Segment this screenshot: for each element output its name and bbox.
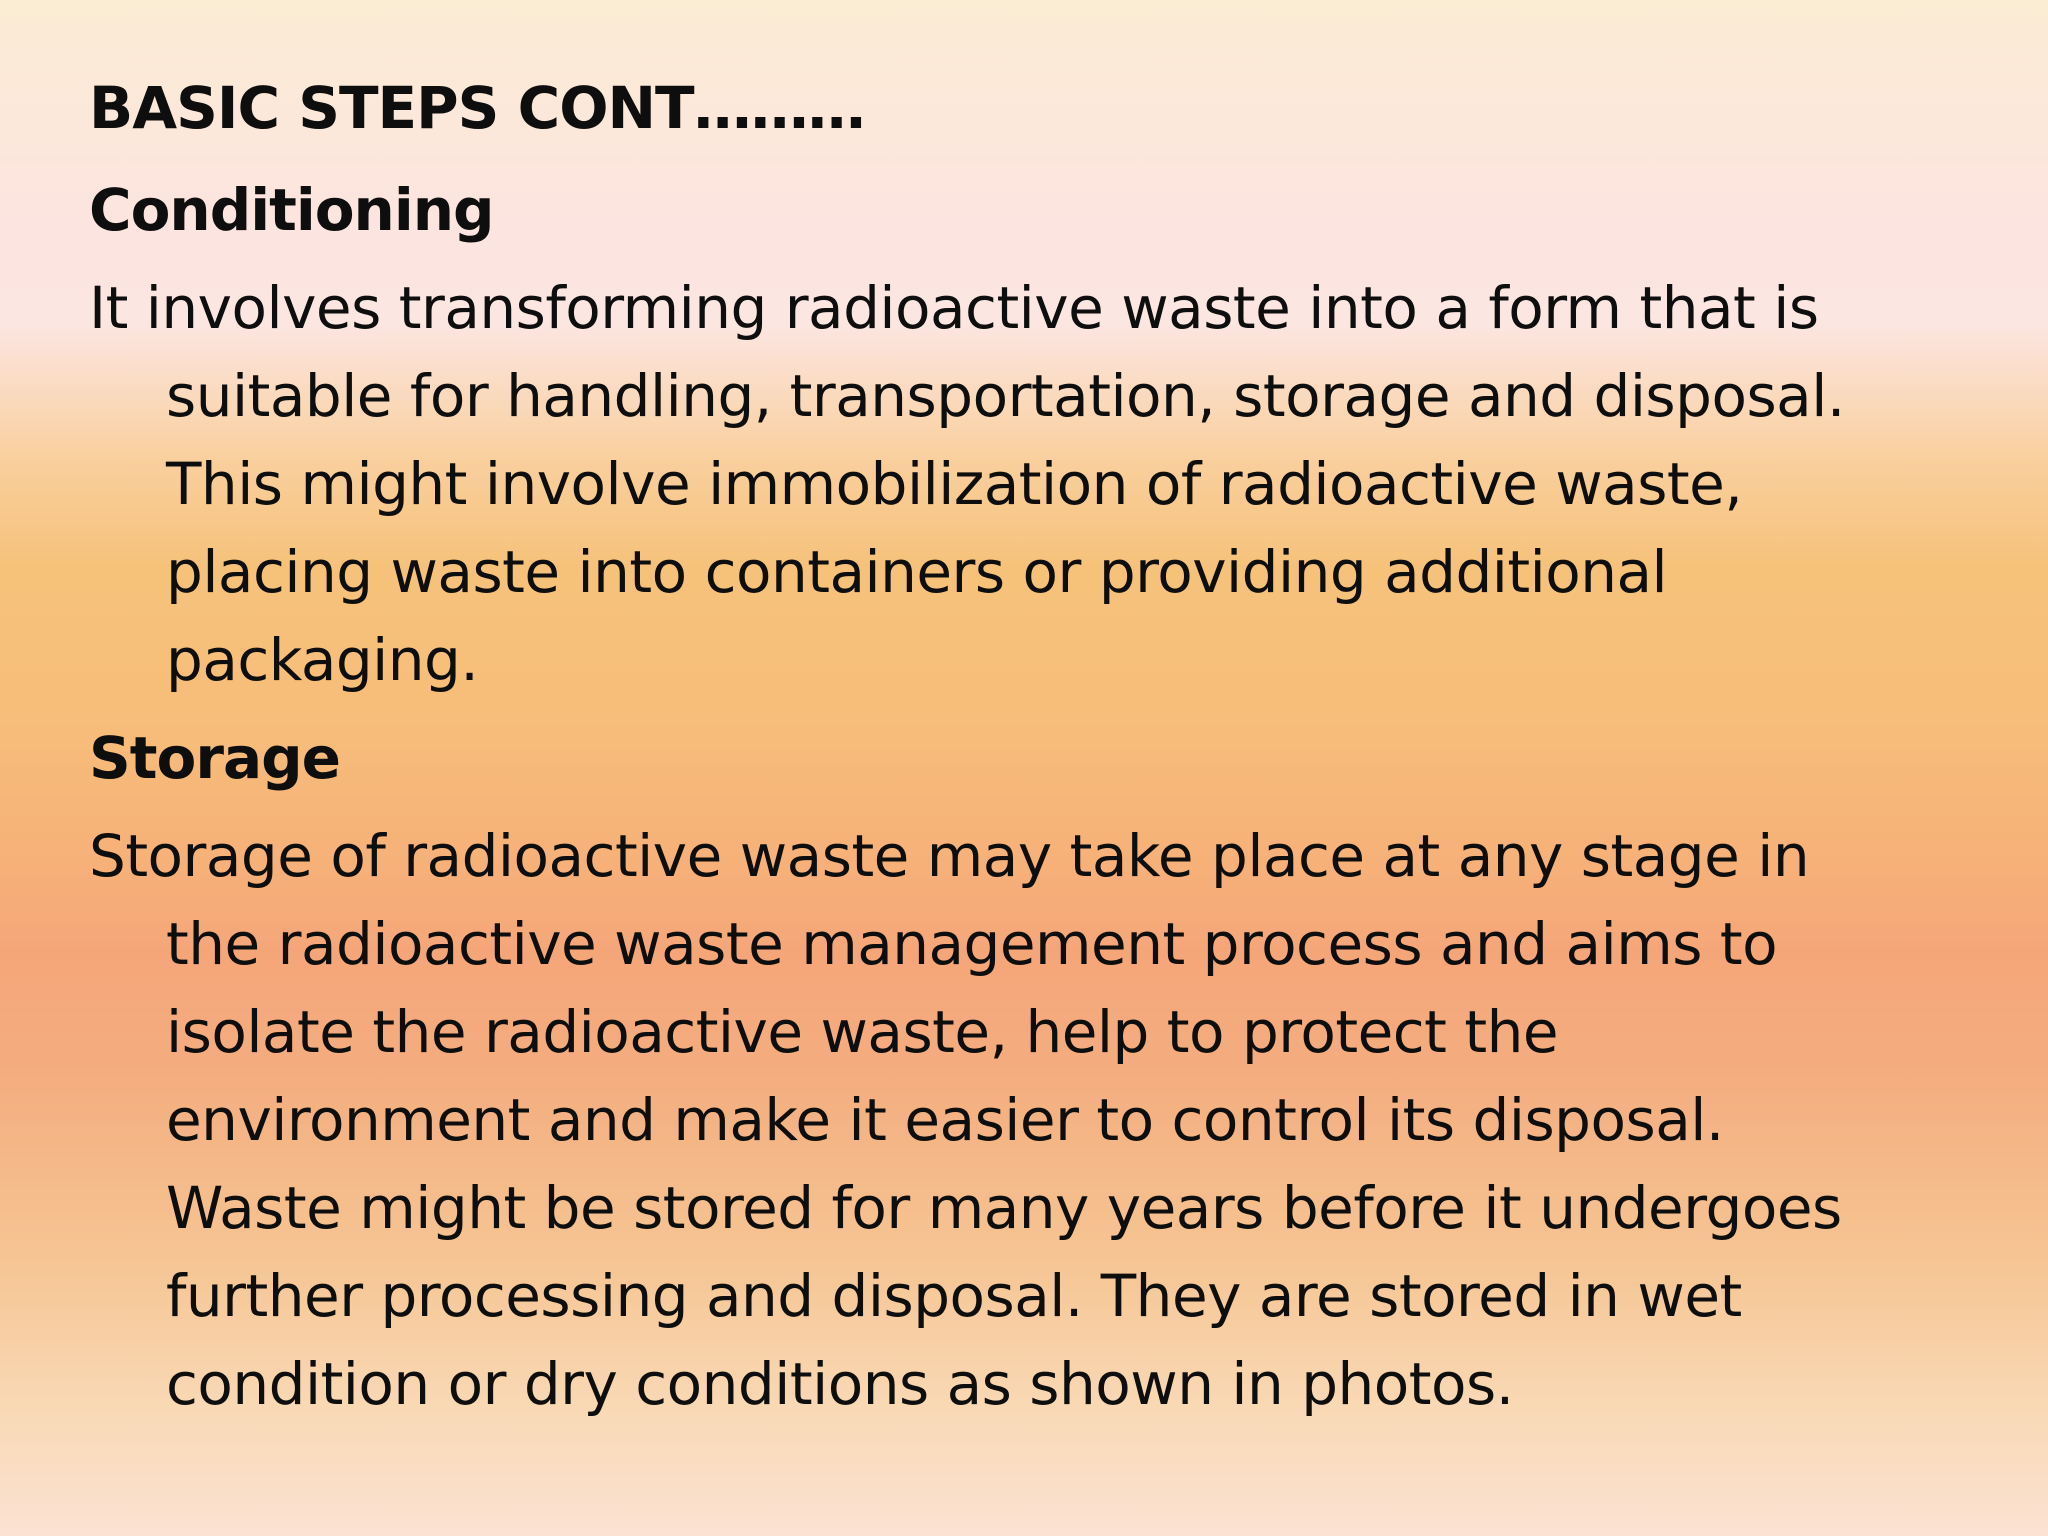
body-line: suitable for handling, transportation, storage and disposal.: [166, 362, 1845, 430]
body-line: further processing and disposal. They are stored in wet: [166, 1262, 1742, 1330]
section-heading-storage: Storage: [89, 724, 340, 792]
body-line: the radioactive waste management process and aims to: [166, 910, 1778, 978]
section-body-storage: [89, 812, 2009, 1428]
section-heading-conditioning: Conditioning: [89, 176, 494, 244]
body-line: condition or dry conditions as shown in photos.: [166, 1350, 1514, 1418]
body-line: isolate the radioactive waste, help to protect the: [166, 998, 1559, 1066]
body-line: packaging.: [166, 626, 479, 694]
slide-title: BASIC STEPS CONT………: [89, 74, 865, 142]
body-line: Storage of radioactive waste may take place at any stage in: [89, 822, 1810, 890]
body-line: Waste might be stored for many years before it undergoes: [166, 1174, 1842, 1242]
body-line: environment and make it easier to control its disposal.: [166, 1086, 1724, 1154]
body-line: placing waste into containers or providing additional: [166, 538, 1668, 606]
section-body-conditioning: [89, 264, 2009, 704]
body-line: This might involve immobilization of radioactive waste,: [166, 450, 1743, 518]
body-line: It involves transforming radioactive waste into a form that is: [89, 274, 1819, 342]
slide-content: [89, 60, 2009, 1428]
